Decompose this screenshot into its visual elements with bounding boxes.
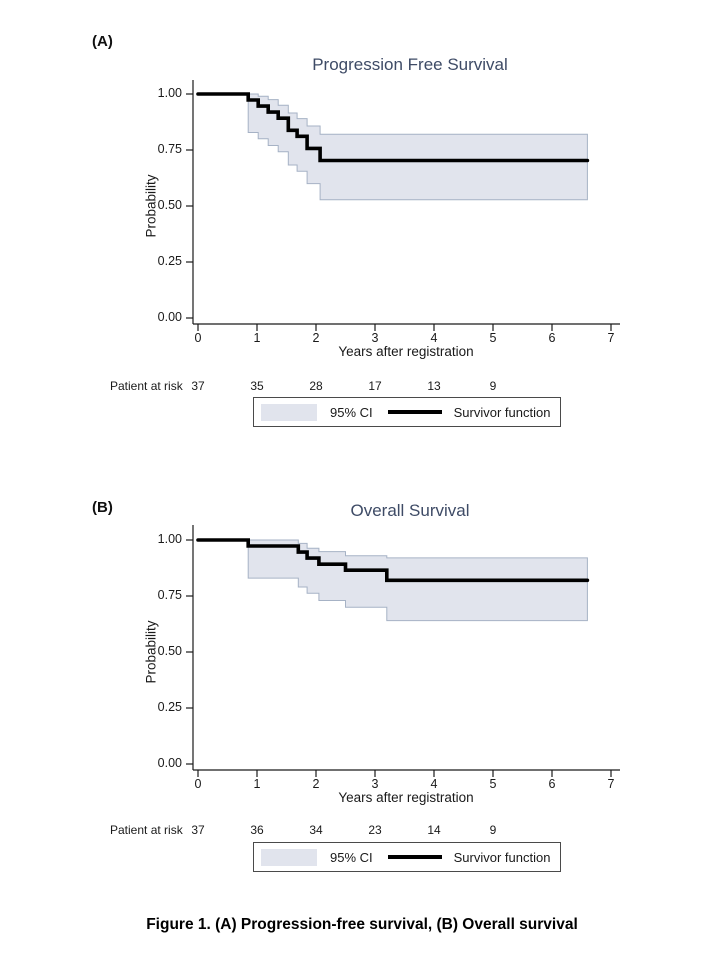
panel-b-risk-count-1: 36 — [250, 823, 264, 837]
panel-b-xtick-1: 1 — [253, 777, 261, 791]
panel-b-ylabel: Probability — [143, 620, 159, 684]
panel-a-ylabel: Probability — [143, 174, 159, 238]
panel-a-ytick-025: 0.25 — [157, 254, 182, 268]
panel-a-xtick-1: 1 — [253, 331, 261, 345]
survivor-line-sample-icon — [388, 410, 442, 414]
panel-b-legend-survivor-label: Survivor function — [453, 849, 551, 865]
panel-b-risk-count-5: 9 — [489, 823, 497, 837]
panel-b-ytick-100: 1.00 — [157, 532, 182, 546]
panel-b-risk-count-0: 37 — [191, 823, 205, 837]
figure-caption: Figure 1. (A) Progression-free survival, (B) Overall survival — [146, 916, 578, 933]
plot-panel-a — [186, 80, 620, 331]
panel-a-risk-count-0: 37 — [191, 379, 205, 393]
panel-a-xtick-2: 2 — [312, 331, 320, 345]
panel-a-legend-ci-label: 95% CI — [330, 404, 373, 420]
panel-b-xtick-4: 4 — [430, 777, 438, 791]
ci-band-b — [248, 540, 587, 621]
panel-a-risk-count-1: 35 — [250, 379, 264, 393]
survivor-line-sample-icon — [388, 855, 442, 859]
ci-band-a — [248, 94, 587, 200]
plot-panel-b — [186, 525, 620, 777]
panel-b-xtick-3: 3 — [371, 777, 379, 791]
panel-a-ytick-050: 0.50 — [157, 198, 182, 212]
panel-a-letter: (A) — [92, 33, 113, 50]
panel-b-risk-count-3: 23 — [368, 823, 382, 837]
panel-b-risk-count-2: 34 — [309, 823, 323, 837]
panel-a-title: Progression Free Survival — [312, 55, 508, 74]
panel-a-ytick-000: 0.00 — [157, 310, 182, 324]
panel-a-legend — [253, 397, 561, 427]
panel-a-risk-label: Patient at risk — [110, 379, 183, 393]
panel-b-ytick-000: 0.00 — [157, 756, 182, 770]
panel-a-risk-count-3: 17 — [368, 379, 382, 393]
survivor-curve-b — [198, 540, 587, 580]
panel-a-legend-survivor-label: Survivor function — [453, 404, 551, 420]
panel-b-xtick-5: 5 — [489, 777, 497, 791]
panel-b-xtick-0: 0 — [194, 777, 202, 791]
panel-b-legend — [253, 842, 561, 872]
panel-a-risk-count-5: 9 — [489, 379, 497, 393]
panel-b-xtick-7: 7 — [607, 777, 615, 791]
panel-b-legend-ci-label: 95% CI — [330, 849, 373, 865]
panel-a-ytick-075: 0.75 — [157, 142, 182, 156]
panel-a-xtick-5: 5 — [489, 331, 497, 345]
panel-b-ytick-025: 0.25 — [157, 700, 182, 714]
panel-a-ytick-100: 1.00 — [157, 86, 182, 100]
survivor-curve-a — [198, 94, 587, 161]
ci-band-swatch-icon — [261, 849, 317, 866]
panel-b-risk-label: Patient at risk — [110, 823, 183, 837]
panel-b-xtick-2: 2 — [312, 777, 320, 791]
panel-b-title: Overall Survival — [350, 501, 470, 520]
panel-a-xtick-6: 6 — [548, 331, 556, 345]
panel-a-xlabel: Years after registration — [338, 344, 474, 359]
panel-b-ytick-050: 0.50 — [157, 644, 182, 658]
panel-a-risk-count-4: 13 — [427, 379, 441, 393]
panel-b-letter: (B) — [92, 499, 113, 516]
panel-b-ytick-075: 0.75 — [157, 588, 182, 602]
panel-b-xtick-6: 6 — [548, 777, 556, 791]
panel-a-risk-count-2: 28 — [309, 379, 323, 393]
panel-a-xtick-7: 7 — [607, 331, 615, 345]
panel-a-xtick-0: 0 — [194, 331, 202, 345]
ci-band-swatch-icon — [261, 404, 317, 421]
panel-a-xtick-4: 4 — [430, 331, 438, 345]
panel-b-risk-count-4: 14 — [427, 823, 441, 837]
panel-a-xtick-3: 3 — [371, 331, 379, 345]
panel-b-xlabel: Years after registration — [338, 790, 474, 805]
